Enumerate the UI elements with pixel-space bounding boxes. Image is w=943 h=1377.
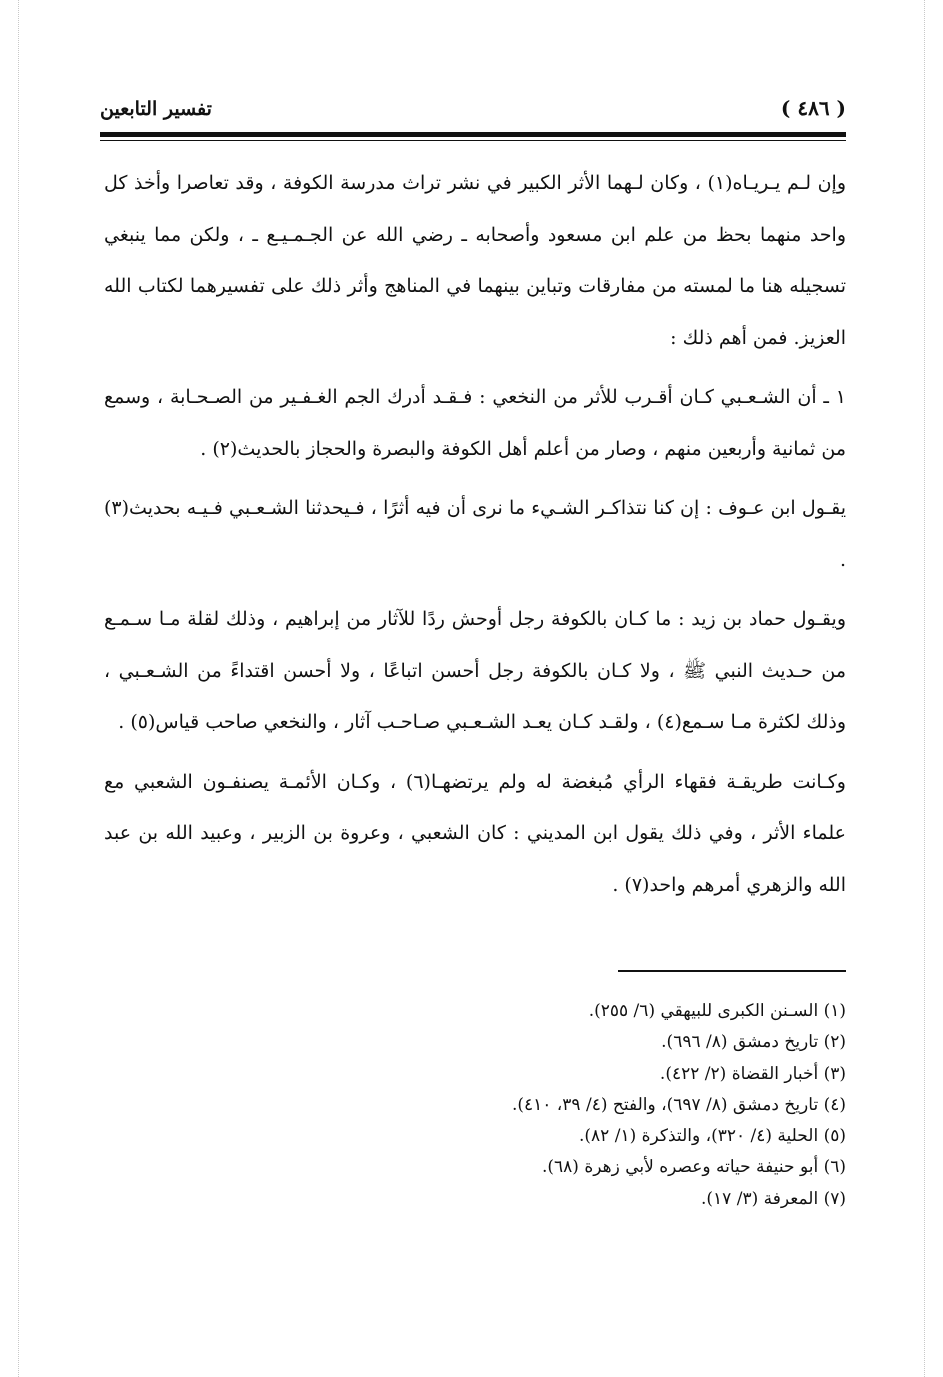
paragraph: وكـانت طريقـة فقهاء الرأي مُبغضة له ولم يرتضهـا(٦) ، وكـان الأئمـة يصنفـون الشعبي مع علماء الأثر ، وفي ذلك يقول ابن المديني : كان الشعبي ، وعروة بن الزبير ، وعبيد الله بن عبد الله والزهري أمرهم واحد(٧) . — [104, 770, 846, 896]
paragraph: وإن لـم يـريـاه(١) ، وكان لـهما الأثر الكبير في نشر تراث مدرسة الكوفة ، وقد تعاصرا وأخذ كل واحد منهما بحظ من علم ابن مسعود وأصحابه ـ رضي الله عن الجـمـيـع ـ ، ولكن مما ينبغي تسجيله هنا ما لمسته من مفارقات وتباين بينهما في المناهج وأثر ذلك على تفسيرهما لكتاب الله العزيز. فمن أهم ذلك : — [104, 172, 846, 349]
paragraph: يقـول ابن عـوف : إن كنا نتذاكـر الشـيء ما نرى أن فيه أثرًا ، فـيحدثنا الشـعـبي فـيـه بحديث(٣) . — [104, 497, 846, 571]
footnote: (٦) أبو حنيفة حياته وعصره لأبي زهرة (٦٨). — [541, 1157, 846, 1178]
footnote: (١) السـنن الكبرى للبيهقي (٦/ ٢٥٥). — [588, 1001, 846, 1021]
footnote: (٣) أخبار القضاة (٢/ ٤٢٢). — [659, 1063, 846, 1084]
page-number: ( ٤٨٦ ) — [780, 96, 846, 120]
main-text — [104, 158, 846, 919]
header-rule-thin — [100, 140, 846, 141]
footnotes — [300, 996, 846, 1215]
book-title: تفسير التابعين — [100, 98, 212, 120]
footnote: (٢) تاريخ دمشق (٨/ ٦٩٦). — [661, 1032, 846, 1053]
header-rule-thick — [100, 132, 846, 137]
footnote: (٤) تاريخ دمشق (٨/ ٦٩٧)، والفتح (٤/ ٣٩، ٤١٠). — [511, 1094, 846, 1115]
scan-margin-line — [924, 0, 925, 1377]
paragraph: ١ ـ أن الشـعـبي كـان أقـرب للأثر من النخعي : فـقـد أدرك الجم الغـفـير من الصـحـابة ، وسمع من ثمانية وأربعين منهم ، وصار من أعلم أهل الكوفة والبصرة والحجاز بالحديث(٢) . — [104, 386, 846, 460]
page-header — [100, 92, 846, 132]
footnote: (٥) الحلية (٤/ ٣٢٠)، والتذكرة (١/ ٨٢). — [579, 1126, 846, 1147]
paragraph: ويقـول حماد بن زيد : ما كـان بالكوفة رجل أوحش ردًا للآثار من إبراهيم ، وذلك لقلة مـا سـمـع من حـديث النبي ﷺ ، ولا كـان بالكوفة رجل أحسن اتباعًا ، ولا أحسن اقتداءً من الشـعـبي ، وذلك لكثرة مـا سـمع(٤) ، ولقـد كـان يعـد الشـعـبي صـاحـب آثار ، والنخعي صاحب قياس(٥) . — [104, 608, 846, 733]
footnote-separator — [618, 970, 846, 972]
scan-margin-line — [18, 0, 19, 1377]
footnote: (٧) المعرفة (٣/ ١٧). — [701, 1188, 846, 1209]
